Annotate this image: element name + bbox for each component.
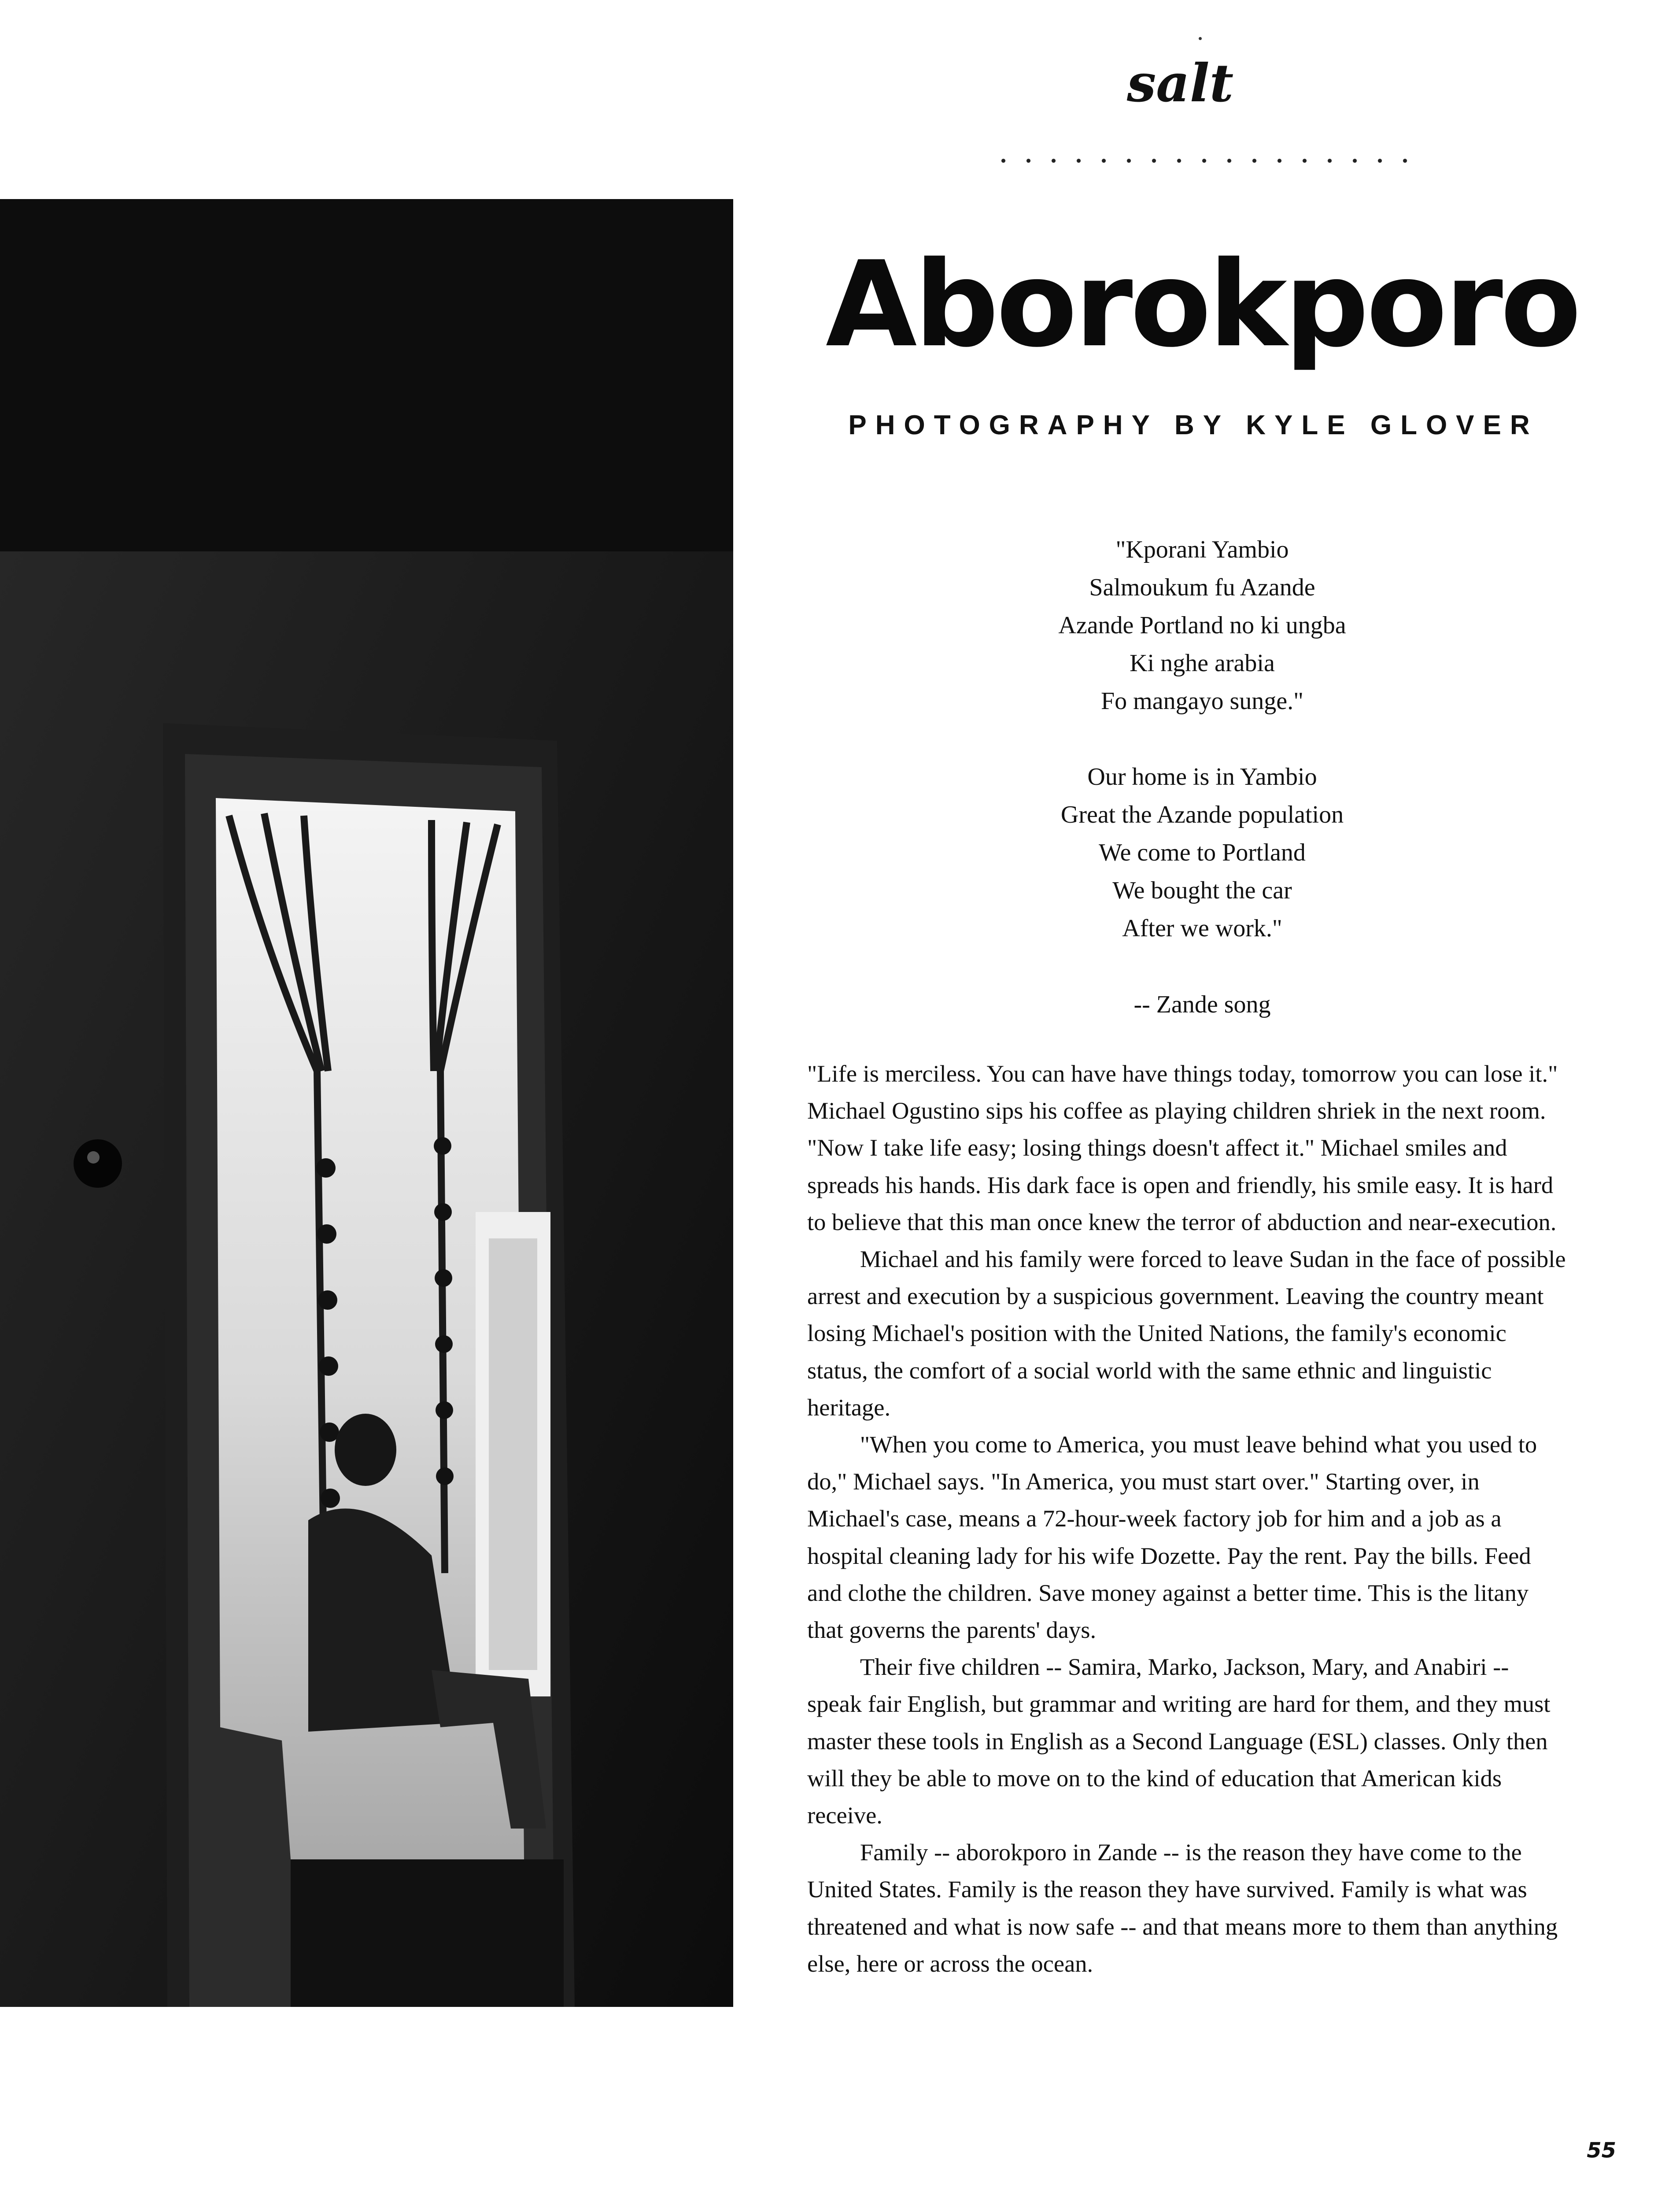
song-line: Great the Azande population: [1060, 801, 1344, 828]
print-speck: [1199, 37, 1202, 40]
song-line: After we work.": [1122, 915, 1282, 942]
song-attribution: -- Zande song: [1134, 991, 1271, 1018]
feature-photograph: [0, 199, 733, 2007]
article-title: Aborokporo: [825, 236, 1579, 373]
body-paragraph: "Life is merciless. You can have have things today, tomorrow you can lose it." Michael Ogustino sips his coffee as playing children shriek in the next room. "Now I take life easy; losing things doesn't affect it." Michael smiles and spreads his hands. His dark face is open and friendly, his smile easy. It is hard to believe that this man once knew the terror of abduction and near-execution.: [807, 1060, 1558, 1235]
song-line: We come to Portland: [1099, 839, 1306, 866]
song-line: Salmoukum fu Azande: [1089, 574, 1315, 601]
body-paragraph: "When you come to America, you must leave behind what you used to do," Michael says. "In America, you must start over." Starting over, in Michael's case, means a 72-hour-week factory job for him and a job as a hospital cleaning lady for his wife Dozette. Pay the rent. Pay the bills. Feed and clothe the children. Save money against a better time. This is the litany that governs the parents' days.: [807, 1431, 1537, 1644]
photo-credit: PHOTOGRAPHY BY KYLE GLOVER: [848, 410, 1539, 440]
song-line: "Kporani Yambio: [1115, 536, 1289, 563]
song-lyrics: [806, 531, 1599, 947]
song-line: Ki nghe arabia: [1130, 650, 1275, 677]
stanza-break: [806, 720, 1599, 758]
body-paragraph: Michael and his family were forced to leave Sudan in the face of possible arrest and execution by a suspicious government. Leaving the country meant losing Michael's position with the United Nations, the family's economic status, the comfort of a social world with the same ethnic and linguistic heritage.: [807, 1245, 1566, 1421]
song-line: Fo mangayo sunge.": [1101, 687, 1303, 715]
page-number: 55: [1587, 2138, 1616, 2163]
section-title: salt: [1126, 52, 1234, 114]
body-paragraph: Family -- aborokporo in Zande -- is the reason they have come to the United States. Family is the reason they have survived. Family is what was threatened and what is now safe -- and that means more to them than anything else, here or across the ocean.: [807, 1839, 1558, 1977]
song-line: We bought the car: [1112, 877, 1292, 904]
song-line: Our home is in Yambio: [1087, 763, 1317, 791]
photograph-icon: [0, 199, 733, 2007]
dotted-divider: [991, 158, 1418, 164]
song-line: Azande Portland no ki ungba: [1058, 612, 1346, 639]
body-paragraph: Their five children -- Samira, Marko, Jackson, Mary, and Anabiri -- speak fair English, but grammar and writing are hard for them, and they must master these tools in English as a Second Language (ESL) classes. Only then will they be able to move on to the kind of education that American kids receive.: [807, 1653, 1551, 1829]
article-body: [807, 1055, 1569, 1982]
